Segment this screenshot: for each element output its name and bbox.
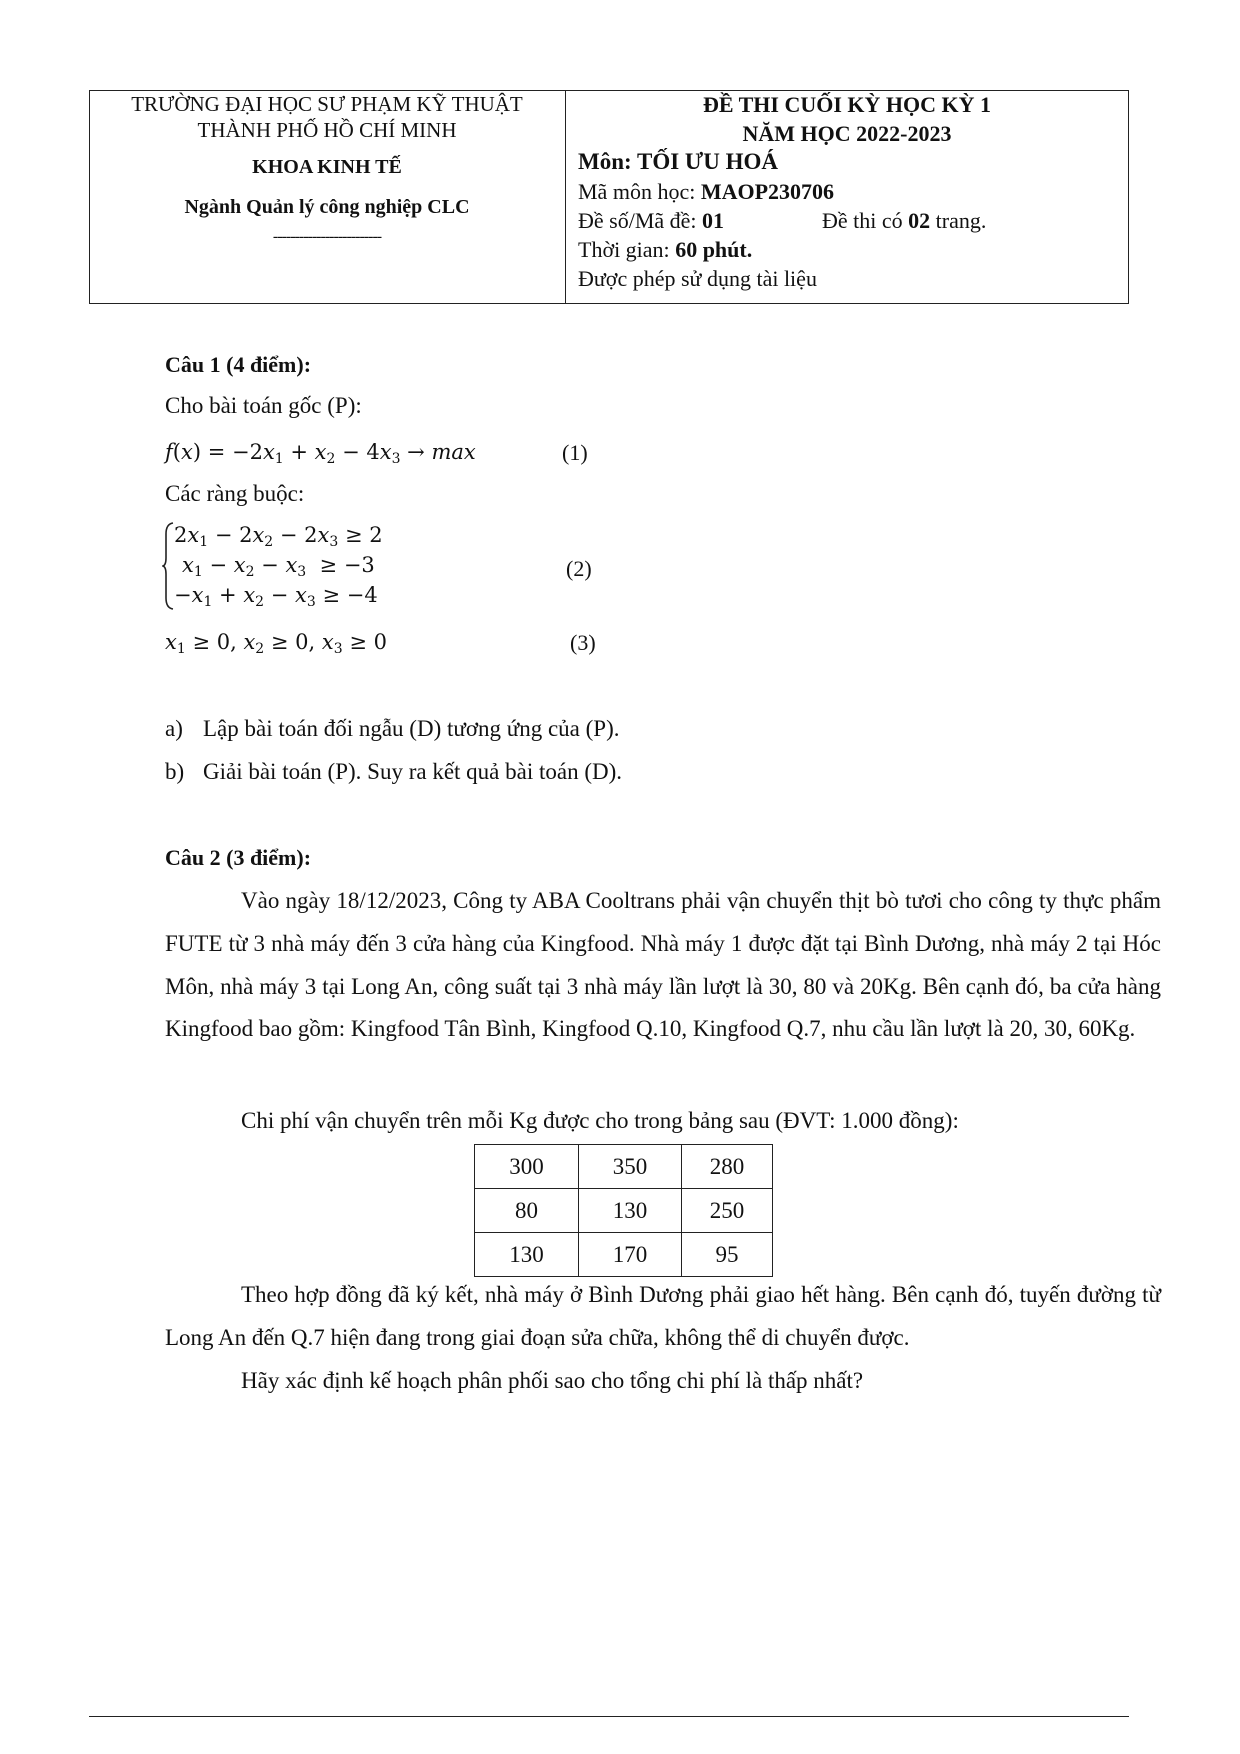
major-name: Ngành Quản lý công nghiệp CLC <box>184 196 470 218</box>
q1-part-b-label: b) <box>165 759 185 784</box>
time-line: Thời gian: 60 phút. <box>578 237 753 262</box>
constraint-1: $2x_1 - 2x_2 - 2x_3 \ge 2$ <box>174 523 383 550</box>
materials-note: Được phép sử dụng tài liệu <box>578 266 817 291</box>
q1-part-b-text: Giải bài toán (P). Suy ra kết quả bài toán (D). <box>203 759 622 784</box>
objective-function: $f(x) = -2x_1 + x_2 - 4x_3 \to \max$ <box>165 440 476 467</box>
constraints-label: Các ràng buộc: <box>165 481 305 506</box>
subject-name: TỐI ƯU HOÁ <box>637 149 778 174</box>
objective-tag: (1) <box>562 440 588 465</box>
q2-paragraph-3: Theo hợp đồng đã ký kết, nhà máy ở Bình Dương phải giao hết hàng. Bên cạnh đó, tuyến đường từ Long An đến Q.7 hiện đang trong giai đoạn sửa chữa, không thể di chuyển được. <box>165 1282 1161 1350</box>
exam-number-line: Đề số/Mã đề: 01 <box>578 208 725 233</box>
header-divider: ------------------------- <box>272 228 382 245</box>
q1-part-a-label: a) <box>165 716 183 741</box>
page-count-line: Đề thi có 02 trang. <box>822 208 987 233</box>
page-count: 02 <box>908 208 931 233</box>
table-cell: 95 <box>682 1233 773 1277</box>
q1-title: Câu 1 (4 điểm): <box>165 352 312 377</box>
course-code: MAOP230706 <box>700 179 835 204</box>
q1-part-a-text: Lập bài toán đối ngẫu (D) tương ứng của (P). <box>203 716 620 741</box>
exam-time: 60 phút. <box>675 237 753 262</box>
table-cell: 280 <box>682 1145 773 1189</box>
q1-intro: Cho bài toán gốc (P): <box>165 393 362 418</box>
table-cell: 250 <box>682 1189 773 1233</box>
school-year: NĂM HỌC 2022-2023 <box>742 121 952 146</box>
table-cell: 300 <box>475 1145 579 1189</box>
nonnegativity-tag: (3) <box>570 630 596 655</box>
constraint-2: $x_1 - x_2 - x_3 \ge -3$ <box>182 553 375 580</box>
exam-number: 01 <box>702 208 725 233</box>
faculty-name: KHOA KINH TẾ <box>252 156 402 178</box>
cost-table <box>474 1144 773 1277</box>
table-cell: 130 <box>475 1233 579 1277</box>
constraint-brace <box>162 522 174 610</box>
constraints-tag: (2) <box>566 556 592 581</box>
exam-title: ĐỀ THI CUỐI KỲ HỌC KỲ 1 <box>702 92 992 117</box>
q2-paragraph-2: Chi phí vận chuyển trên mỗi Kg được cho trong bảng sau (ĐVT: 1.000 đồng): <box>241 1108 959 1133</box>
constraint-3: $-x_1 + x_2 - x_3 \ge -4$ <box>174 583 378 610</box>
table-row <box>475 1145 773 1189</box>
table-cell: 80 <box>475 1189 579 1233</box>
table-row <box>475 1233 773 1277</box>
school-name-line2: THÀNH PHỐ HỒ CHÍ MINH <box>197 118 457 142</box>
subject-line: Môn: TỐI ƯU HOÁ <box>578 149 778 174</box>
school-name-line1: TRƯỜNG ĐẠI HỌC SƯ PHẠM KỸ THUẬT <box>131 92 523 116</box>
table-cell: 350 <box>579 1145 682 1189</box>
nonnegativity-constraint: $x_1 \ge 0$, $x_2 \ge 0$, $x_3 \ge 0$ <box>165 630 387 657</box>
q2-paragraph-4: Hãy xác định kế hoạch phân phối sao cho tổng chi phí là thấp nhất? <box>241 1368 864 1393</box>
q2-title: Câu 2 (3 điểm): <box>165 845 312 870</box>
course-code-line: Mã môn học: MAOP230706 <box>578 179 835 204</box>
q2-paragraph-1: Vào ngày 18/12/2023, Công ty ABA Cooltrans phải vận chuyển thịt bò tươi cho công ty thực phẩm FUTE từ 3 nhà máy đến 3 cửa hàng của Kingfood. Nhà máy 1 được đặt tại Bình Dương, nhà máy 2 tại Hóc Môn, nhà máy 3 tại Long An, công suất tại 3 nhà máy lần lượt là 30, 80 và 20Kg. Bên cạnh đó, ba cửa hàng Kingfood bao gồm: Kingfood Tân Bình, Kingfood Q.10, Kingfood Q.7, nhu cầu lần lượt là 20, 30, 60Kg. <box>165 888 1161 1042</box>
table-row <box>475 1189 773 1233</box>
table-cell: 170 <box>579 1233 682 1277</box>
table-cell: 130 <box>579 1189 682 1233</box>
footer-rule <box>89 1716 1129 1717</box>
